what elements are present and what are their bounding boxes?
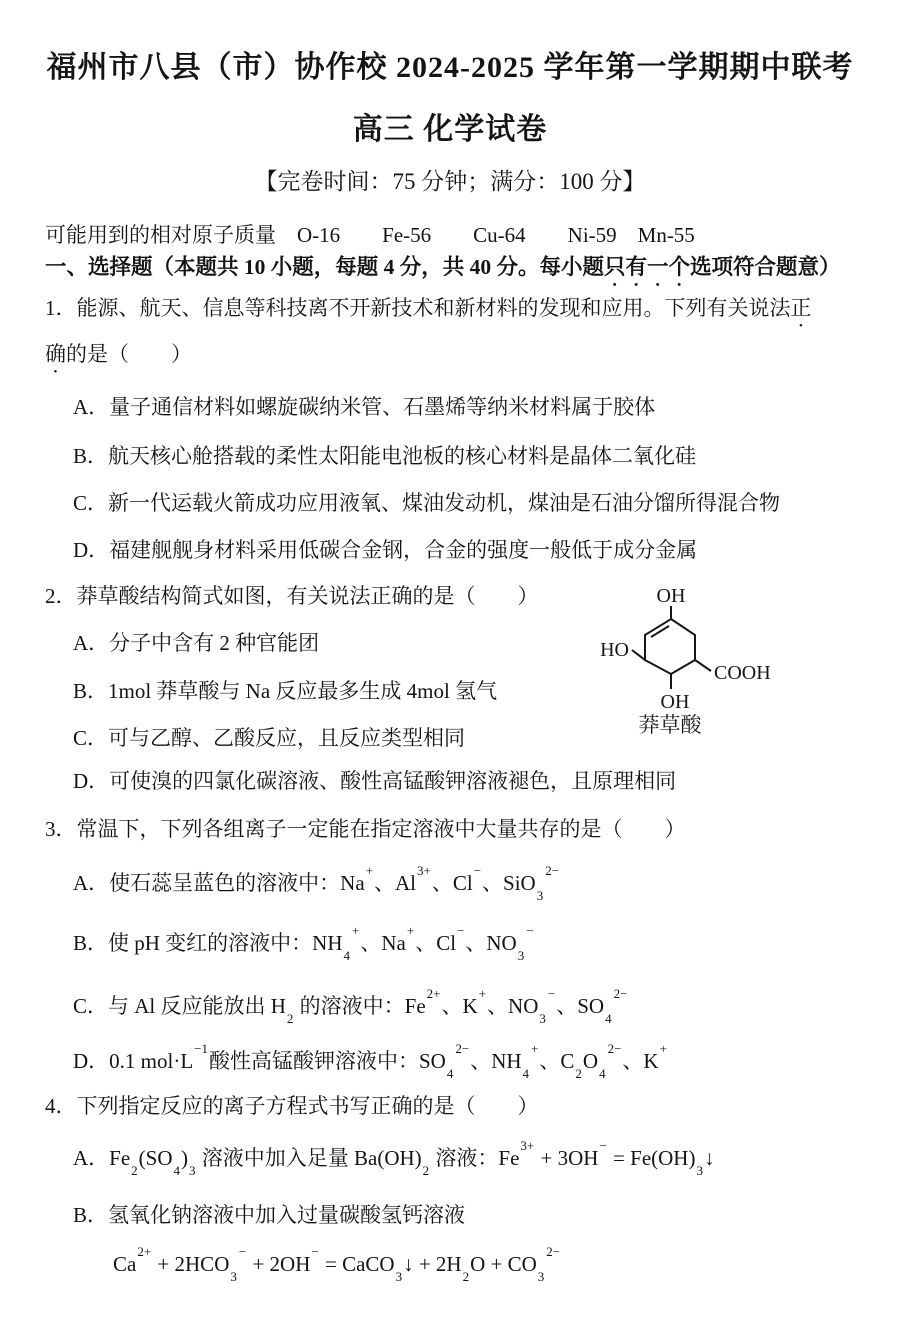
double-bond	[651, 626, 669, 637]
question-2-option-d: D．可使溴的四氯化碳溶液、酸性高锰酸钾溶液褪色，且原理相同	[73, 769, 677, 793]
question-1-stem-line2	[45, 341, 192, 378]
question-3-option-d: D．0.1 $mol\cdot L^{-1}$酸性高锰酸钾溶液中：$SO_4^{2-}$、$NH_4^+$、$C_2O_4^{2-}$、K+	[73, 1041, 667, 1082]
question-2-option-a: A．分子中含有 2 种官能团	[73, 631, 320, 655]
question-4-stem: 4．下列指定反应的离子方程式书写正确的是（ ）	[45, 1094, 539, 1118]
question-1-option-c: C．新一代运载火箭成功应用液氧、煤油发动机，煤油是石油分馏所得混合物	[73, 491, 781, 515]
structure-label-oh-bottom: OH	[660, 691, 690, 713]
exam-info: 【完卷时间：75 分钟；满分：100 分】	[254, 169, 646, 194]
question-1-option-b: B．航天核心舱搭载的柔性太阳能电池板的核心材料是晶体二氧化硅	[73, 444, 697, 468]
structure-bonds	[632, 606, 711, 689]
structure-label-cooh: COOH	[714, 662, 771, 684]
question-3-stem: 3．常温下，下列各组离子一定能在指定溶液中大量共存的是（ ）	[45, 817, 686, 841]
section-heading-pre: 一、选择题（本题共 10 小题，每题 4 分，共 40 分。每小题	[45, 255, 605, 279]
question-4-option-b: B．氢氧化钠溶液中加入过量碳酸氢钙溶液	[73, 1203, 466, 1227]
structure-caption: 莽草酸	[638, 713, 702, 737]
question-3-option-c: C．与 Al 反应能放出 $H_2$ 的溶液中：$Fe^{2+}$、K+、$NO_3^-$、$SO_4^{2-}$	[73, 986, 628, 1027]
question-1-option-a: A．量子通信材料如螺旋碳纳米管、石墨烯等纳米材料属于胶体	[73, 395, 656, 419]
question-1-stem-emphasized-zheng: 正	[790, 296, 812, 320]
question-3-option-a: A．使石蕊呈蓝色的溶液中：Na+、$Al^{3+}$、Cl−、SiO$_3^{2-}$	[73, 863, 560, 904]
question-1-option-d: D．福建舰舰身材料采用低碳合金钢，合金的强度一般低于成分金属	[73, 538, 698, 562]
structure-label-oh-top: OH	[656, 585, 686, 607]
question-1-stem-text: 1．能源、航天、信息等科技离不开新技术和新材料的发现和应用。下列有关说法	[45, 296, 791, 320]
question-1-stem-line2-text: 的是（ ）	[66, 342, 192, 366]
shikimic-acid-structure	[593, 578, 885, 746]
question-2-option-c: C．可与乙醇、乙酸反应，且反应类型相同	[73, 726, 466, 750]
atomic-masses-note: 可能用到的相对原子质量 O-16 Fe-56 Cu-64 Ni-59 Mn-55	[45, 223, 695, 247]
structure-label-ho-left: HO	[600, 639, 629, 661]
bond-to-ho-left	[632, 650, 645, 660]
question-4-option-b-equation: $Ca^{2+} + 2HCO_3^- + 2OH^-$ = CaCO$_3$↓ + $2H_2O + CO_3^{2-}$	[113, 1244, 561, 1285]
question-2-stem: 2．莽草酸结构简式如图，有关说法正确的是（ ）	[45, 584, 539, 608]
cyclohexene-ring	[645, 619, 695, 674]
question-1-stem-emphasized-que: 确	[45, 342, 66, 366]
bond-to-cooh	[695, 660, 711, 671]
section-heading-emphasized: 只有一个	[604, 255, 691, 279]
section-heading-post: 选项符合题意）	[690, 255, 841, 279]
section-1-heading	[45, 254, 841, 291]
question-1-stem-line1	[45, 295, 812, 332]
question-2-option-b: B．1mol 莽草酸与 Na 反应最多生成 4mol 氢气	[73, 679, 498, 703]
exam-title: 福州市八县（市）协作校 2024-2025 学年第一学期期中联考	[46, 51, 854, 84]
exam-subtitle: 高三 化学试卷	[352, 113, 548, 146]
question-3-option-b: B．使 pH 变红的溶液中：$NH_4^+$、Na+、Cl−、$NO_3^-$	[73, 923, 534, 964]
question-4-option-a: A．$Fe_2(SO_4)_3$ 溶液中加入足量 $Ba(OH)_2$ 溶液：$Fe^{3+} + 3OH^-$ = $Fe(OH)_3↓$	[73, 1138, 715, 1179]
